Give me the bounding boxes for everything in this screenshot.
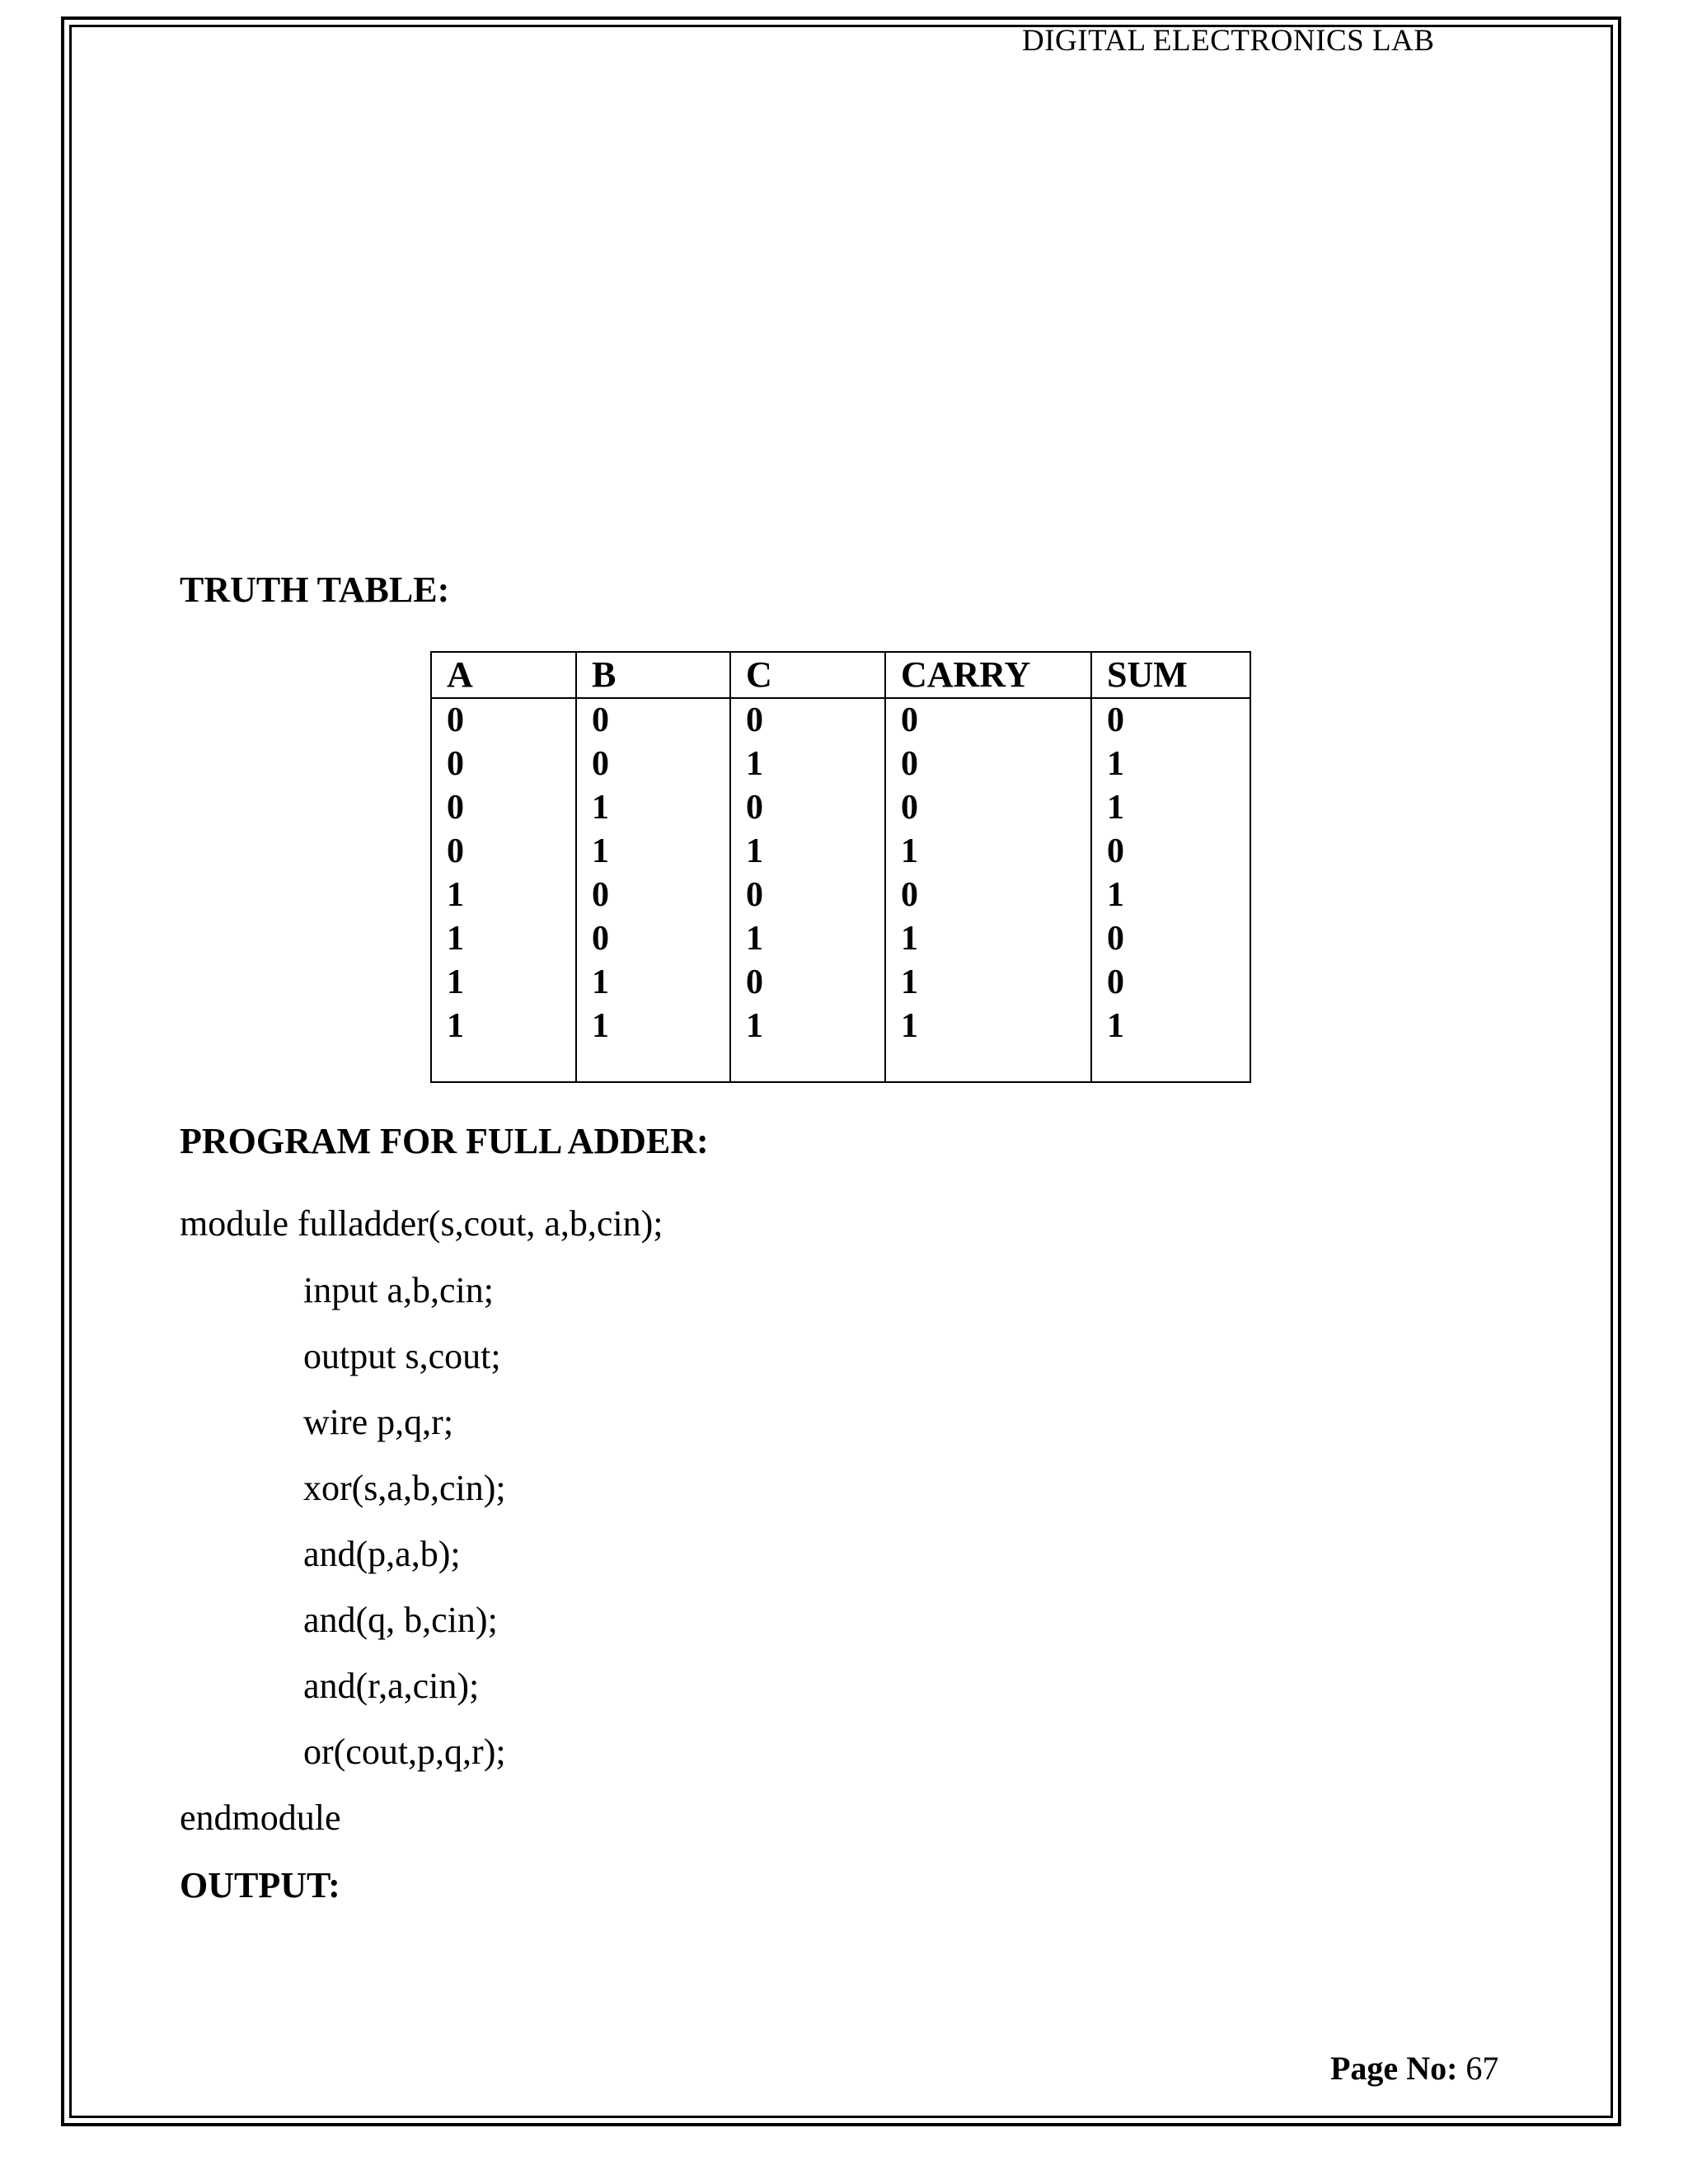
code-line-wire: wire p,q,r; bbox=[303, 1402, 454, 1442]
column-header-carry: CARRY bbox=[885, 652, 1091, 698]
running-header: DIGITAL ELECTRONICS LAB bbox=[1022, 24, 1435, 58]
code-line-module: module fulladder(s,cout, a,b,cin); bbox=[180, 1203, 663, 1244]
table-cell: 1 bbox=[431, 961, 576, 1005]
table-cell: 1 bbox=[885, 830, 1091, 874]
table-cell: 0 bbox=[431, 743, 576, 786]
table-cell: 0 bbox=[431, 786, 576, 830]
code-line-endmodule: endmodule bbox=[180, 1797, 341, 1838]
table-cell: 1 bbox=[730, 917, 885, 961]
table-cell: 1 bbox=[730, 830, 885, 874]
table-cell: 0 bbox=[730, 874, 885, 917]
table-cell: 1 bbox=[576, 1005, 730, 1048]
table-row bbox=[431, 917, 1250, 961]
program-heading: PROGRAM FOR FULL ADDER: bbox=[180, 1121, 709, 1161]
table-cell: 1 bbox=[730, 743, 885, 786]
table-bottom-padding bbox=[431, 1048, 1250, 1082]
table-cell: 0 bbox=[431, 698, 576, 743]
table-cell: 1 bbox=[885, 917, 1091, 961]
table-cell: 1 bbox=[431, 917, 576, 961]
table-cell: 0 bbox=[1091, 961, 1250, 1005]
code-line-and-p: and(p,a,b); bbox=[303, 1534, 461, 1574]
table-cell: 1 bbox=[1091, 743, 1250, 786]
table-cell: 0 bbox=[576, 743, 730, 786]
code-line-input: input a,b,cin; bbox=[303, 1270, 494, 1310]
code-line-and-r: and(r,a,cin); bbox=[303, 1666, 480, 1706]
table-cell: 0 bbox=[885, 874, 1091, 917]
output-heading: OUTPUT: bbox=[180, 1865, 340, 1905]
truth-table-heading: TRUTH TABLE: bbox=[180, 569, 450, 610]
table-row bbox=[431, 961, 1250, 1005]
table-cell: 0 bbox=[576, 874, 730, 917]
code-line-xor: xor(s,a,b,cin); bbox=[303, 1468, 506, 1508]
page-number-label: Page No: bbox=[1330, 2050, 1458, 2087]
table-cell: 0 bbox=[885, 786, 1091, 830]
table-cell: 1 bbox=[885, 1005, 1091, 1048]
table-cell: 0 bbox=[1091, 698, 1250, 743]
table-cell: 0 bbox=[730, 961, 885, 1005]
table-cell: 0 bbox=[1091, 830, 1250, 874]
code-line-and-q: and(q, b,cin); bbox=[303, 1600, 498, 1640]
table-cell: 1 bbox=[1091, 874, 1250, 917]
table-row bbox=[431, 743, 1250, 786]
table-cell: 0 bbox=[730, 786, 885, 830]
column-header-sum: SUM bbox=[1091, 652, 1250, 698]
table-row bbox=[431, 874, 1250, 917]
table-cell: 1 bbox=[576, 786, 730, 830]
table-cell: 1 bbox=[431, 874, 576, 917]
table-cell: 1 bbox=[885, 961, 1091, 1005]
table-cell: 1 bbox=[431, 1005, 576, 1048]
column-header-c: C bbox=[730, 652, 885, 698]
table-cell: 0 bbox=[1091, 917, 1250, 961]
table-cell: 1 bbox=[730, 1005, 885, 1048]
table-row bbox=[431, 1005, 1250, 1048]
table-cell: 1 bbox=[1091, 1005, 1250, 1048]
code-line-or: or(cout,p,q,r); bbox=[303, 1732, 506, 1772]
table-cell: 0 bbox=[885, 698, 1091, 743]
truth-table-header-row bbox=[431, 652, 1250, 698]
table-cell: 0 bbox=[431, 830, 576, 874]
table-cell: 0 bbox=[730, 698, 885, 743]
page-number-value: 67 bbox=[1465, 2050, 1499, 2087]
table-cell: 1 bbox=[1091, 786, 1250, 830]
table-cell: 0 bbox=[576, 917, 730, 961]
truth-table bbox=[430, 651, 1251, 1083]
table-cell: 0 bbox=[576, 698, 730, 743]
table-row bbox=[431, 786, 1250, 830]
table-cell: 0 bbox=[885, 743, 1091, 786]
table-cell: 1 bbox=[576, 830, 730, 874]
code-line-output: output s,cout; bbox=[303, 1336, 501, 1376]
column-header-a: A bbox=[431, 652, 576, 698]
page-number bbox=[1330, 2049, 1498, 2088]
table-cell: 1 bbox=[576, 961, 730, 1005]
table-row bbox=[431, 830, 1250, 874]
table-row bbox=[431, 698, 1250, 743]
column-header-b: B bbox=[576, 652, 730, 698]
